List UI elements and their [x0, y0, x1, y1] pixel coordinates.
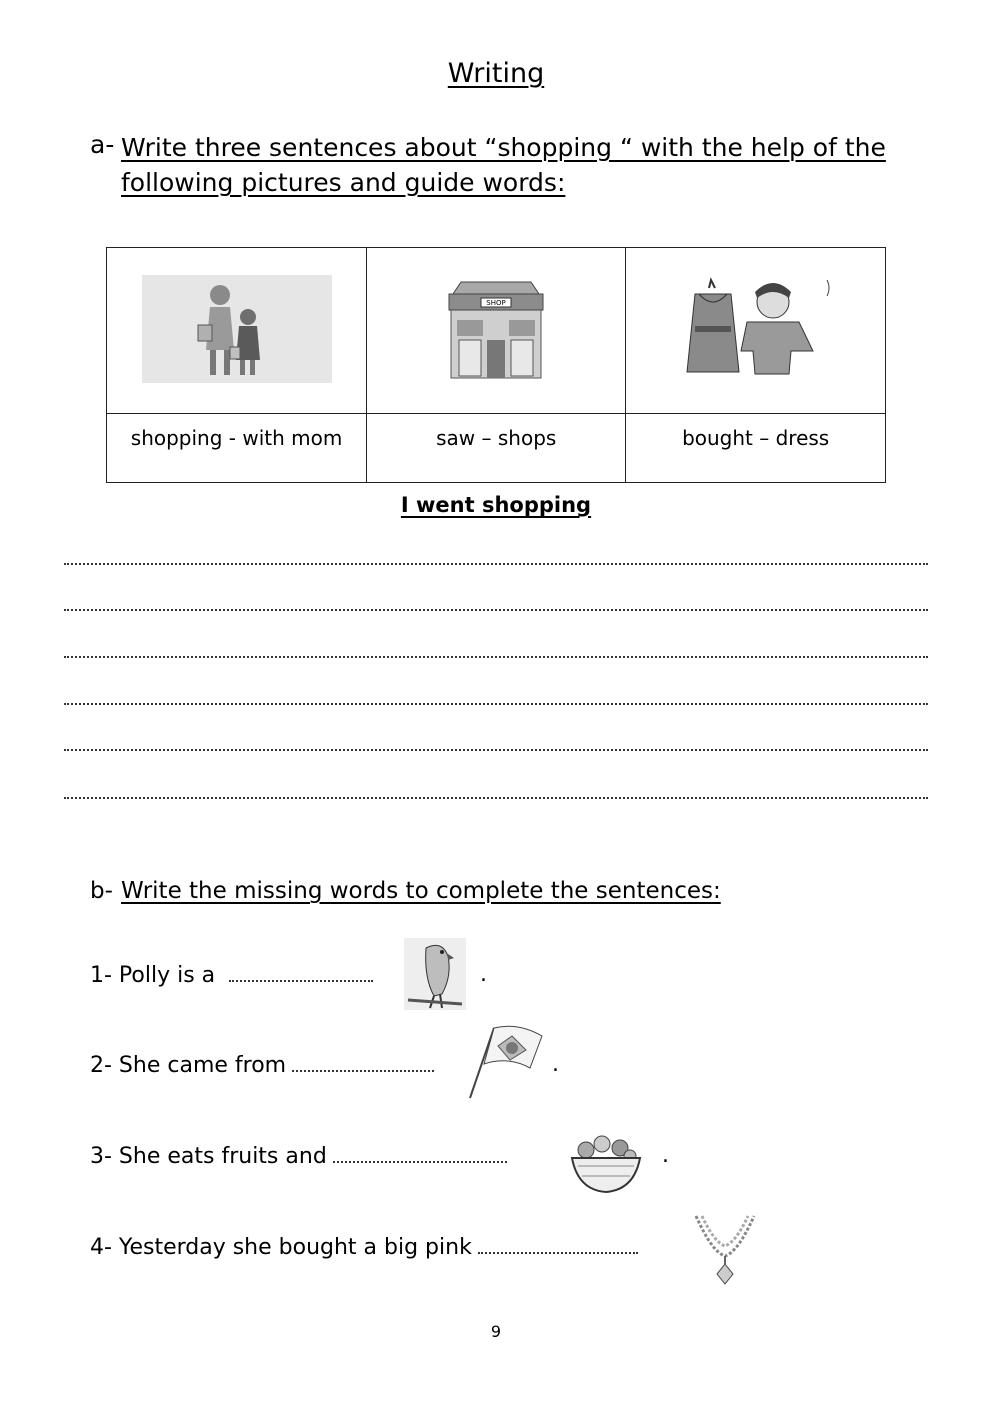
picture-guide-table	[106, 247, 886, 483]
writing-line-1[interactable]	[64, 563, 928, 565]
question-b-prefix: b-	[90, 878, 113, 904]
sentence-3-text: 3- She eats fruits and	[90, 1144, 327, 1169]
guide-word-1: shopping - with mom	[107, 414, 367, 483]
sentence-4	[90, 1234, 638, 1260]
parrot-icon	[404, 938, 466, 1010]
page-title: Writing	[447, 58, 545, 89]
sentence-2-text: 2- She came from	[90, 1053, 287, 1078]
sentence-4-text: 4- Yesterday she bought a big pink	[90, 1235, 472, 1260]
sentence-2	[90, 1052, 434, 1078]
guide-word-3: bought – dress	[626, 414, 886, 483]
page-number: 9	[490, 1322, 502, 1341]
picture-cell-1	[107, 248, 367, 414]
question-b-instruction: Write the missing words to complete the sentences:	[121, 878, 721, 904]
sentence-2-end: .	[552, 1052, 559, 1077]
picture-cell-3	[626, 248, 886, 414]
picture-cell-2	[367, 248, 626, 414]
writing-line-2[interactable]	[64, 609, 928, 611]
brazil-flag-icon	[466, 1024, 544, 1100]
sentence-3	[90, 1143, 507, 1169]
question-a-instruction: Write three sentences about “shopping “ with the help of the following pictures and guide words:	[121, 133, 886, 197]
sentence-1-end: .	[480, 962, 487, 987]
question-a-prefix: a-	[90, 130, 115, 159]
sentence-1-blank[interactable]	[229, 962, 373, 982]
writing-line-5[interactable]	[64, 749, 928, 751]
writing-line-4[interactable]	[64, 703, 928, 705]
svg-text:SHOP: SHOP	[486, 299, 506, 307]
writing-line-3[interactable]	[64, 656, 928, 658]
necklace-icon	[692, 1212, 758, 1286]
salad-bowl-icon	[568, 1134, 644, 1196]
writing-line-6[interactable]	[64, 797, 928, 799]
woman-holding-dress-icon	[681, 276, 831, 381]
shop-building-icon	[441, 276, 551, 381]
sentence-2-blank[interactable]	[292, 1052, 434, 1072]
sentence-3-end: .	[662, 1143, 669, 1168]
sentence-1-text: 1- Polly is a	[90, 963, 216, 988]
sentence-4-blank[interactable]	[478, 1234, 638, 1254]
mother-and-daughter-shopping-icon	[142, 275, 332, 383]
sentence-3-blank[interactable]	[333, 1143, 507, 1163]
sentence-1	[90, 962, 373, 988]
writing-subtitle: I went shopping	[400, 493, 592, 517]
guide-word-2: saw – shops	[367, 414, 626, 483]
